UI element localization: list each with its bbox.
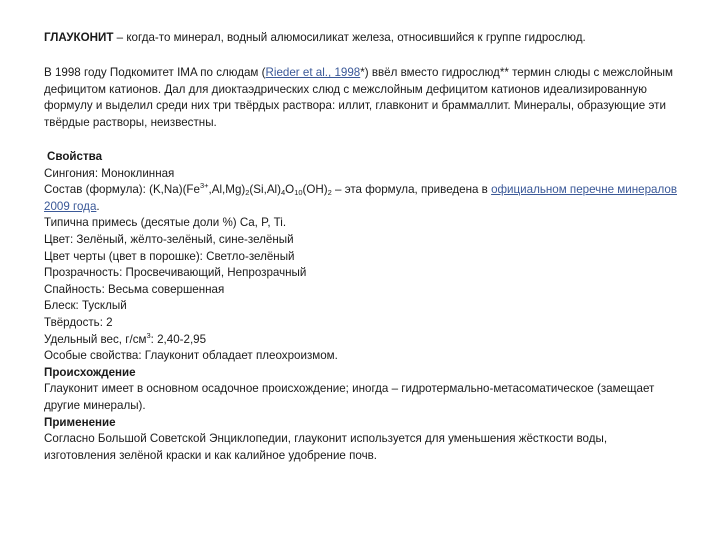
hardness-line: Твёрдость: 2 (44, 315, 113, 329)
impurities-line: Типична примесь (десятые доли %) Ca, P, Ti. (44, 216, 287, 230)
formula-sub: 4 (280, 188, 286, 198)
classification-text-start: В 1998 году Подкомитет IMA по слюдам ( (44, 66, 266, 79)
origin-text: Глауконит имеет в основном осадочное происхождение; иногда – гидротермально-метасоматическое (замещает другие минералы). (44, 382, 655, 412)
formula-sup: 3+ (199, 181, 209, 191)
special-line: Особые свойства: Глауконит обладает плеохроизмом. (44, 349, 338, 363)
usage-heading: Применение (44, 415, 116, 429)
formula-note: – эта формула, приведена в (331, 183, 492, 197)
density-line (44, 332, 680, 349)
formula-label: Состав (формула): (K,Na)(Fe (44, 183, 200, 197)
origin-heading: Происхождение (44, 365, 136, 379)
formula-sub: 10 (294, 188, 303, 198)
formula-sub: 2 (327, 188, 332, 198)
classification-text-end: *) ввёл вместо гидрослюд** термин слюды с межслойным дефицитом катионов. Дал для диоктаэдрических слюд с межслойным дефицитом катионов идеализированную формулу и выделил среди них три твёрдых раствора: иллит, главконит и браммаллит. Минералы, образующие эти твёрдые растворы, неизвестны. (44, 66, 673, 129)
classification-paragraph (44, 65, 680, 131)
formula-end: . (96, 199, 100, 213)
usage-text: Согласно Большой Советской Энциклопедии, глауконит используется для уменьшения жёсткости воды, изготовления зелёной краски и как калийное удобрение почв. (44, 432, 608, 462)
density-sup: 3 (146, 330, 151, 340)
formula-sub: 2 (245, 188, 250, 198)
formula-part: (Si,Al) (249, 183, 281, 197)
formula-line (44, 182, 680, 215)
intro-paragraph (44, 30, 680, 47)
reference-link[interactable]: Rieder et al., 1998 (265, 66, 361, 79)
mineral-list-link[interactable]: официальном перечне минералов 2009 года (44, 183, 677, 213)
syngony-line: Сингония: Моноклинная (44, 166, 175, 180)
density-label: Удельный вес, г/см (44, 332, 147, 346)
transparency-line: Прозрачность: Просвечивающий, Непрозрачный (44, 266, 307, 280)
formula-part: (OH) (302, 183, 328, 197)
cleavage-line: Спайность: Весьма совершенная (44, 282, 225, 296)
properties-section (44, 149, 680, 464)
streak-line: Цвет черты (цвет в порошке): Светло-зелёный (44, 249, 295, 263)
formula-part: ,Al,Mg) (208, 183, 246, 197)
density-value: : 2,40-2,95 (150, 332, 207, 346)
color-line: Цвет: Зелёный, жёлто-зелёный, сине-зелёный (44, 232, 294, 246)
term-title: ГЛАУКОНИТ (44, 31, 114, 44)
formula-part: O (285, 183, 295, 197)
term-definition: – когда-то минерал, водный алюмосиликат железа, относившийся к группе гидрослюд. (113, 31, 586, 44)
properties-heading: Свойства (47, 150, 103, 163)
luster-line: Блеск: Тусклый (44, 299, 127, 313)
